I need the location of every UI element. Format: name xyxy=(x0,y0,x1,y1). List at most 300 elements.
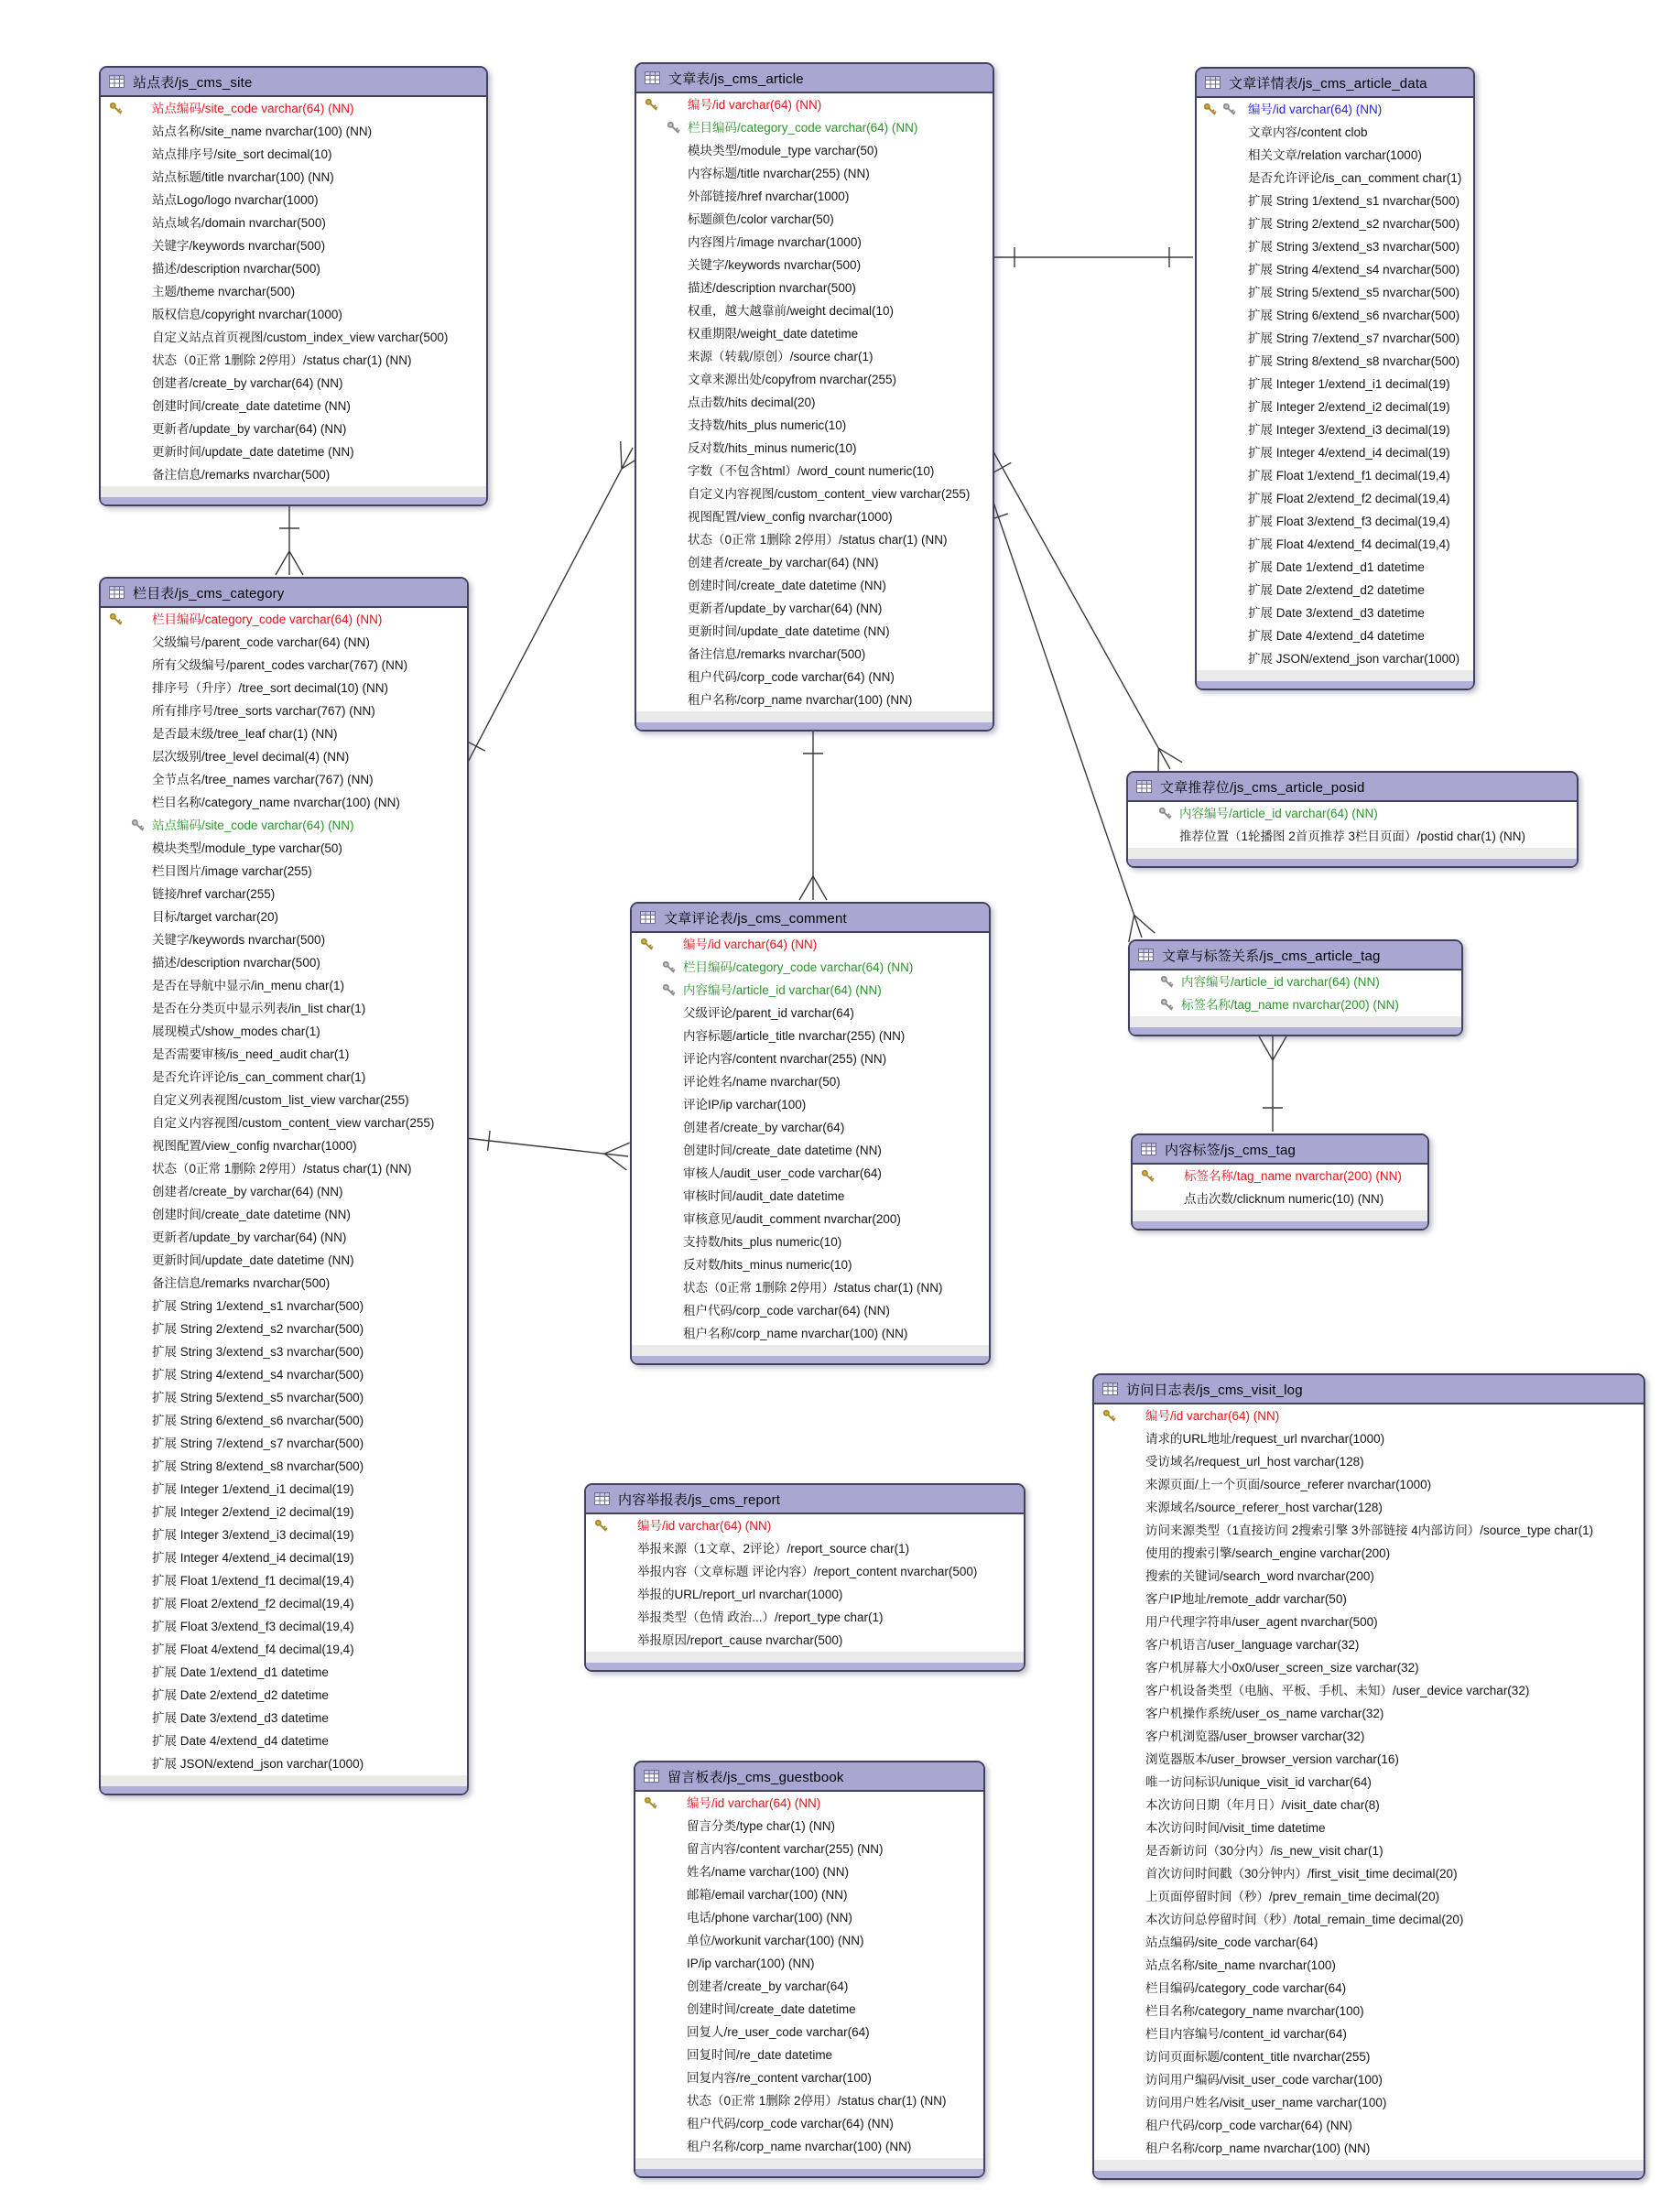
connector-article-comment xyxy=(799,730,827,900)
field-row[interactable] xyxy=(635,1929,983,1952)
field-row[interactable] xyxy=(632,1116,989,1139)
field-row[interactable] xyxy=(636,345,993,368)
field-row[interactable] xyxy=(1197,464,1473,487)
field-row[interactable] xyxy=(101,1615,467,1638)
field-row[interactable] xyxy=(1197,167,1473,190)
field-label: 标签名称/tag_name nvarchar(200) (NN) xyxy=(1181,998,1399,1012)
field-row[interactable] xyxy=(1094,1633,1644,1656)
table-icon xyxy=(1102,1382,1118,1395)
table-title: 文章评论表/js_cms_comment xyxy=(664,910,847,927)
field-label: 客户机屏幕大小0x0/user_screen_size varchar(32) xyxy=(1145,1661,1419,1675)
field-row[interactable] xyxy=(101,974,467,997)
field-row[interactable] xyxy=(1094,1610,1644,1633)
field-row[interactable] xyxy=(632,1208,989,1231)
table-footer-bar xyxy=(1133,1221,1427,1229)
primary-key-icon xyxy=(594,1519,608,1533)
field-row[interactable] xyxy=(1197,396,1473,418)
field-row[interactable] xyxy=(101,463,486,486)
field-label: 扩展 String 1/extend_s1 nvarchar(500) xyxy=(1248,194,1460,208)
field-row[interactable] xyxy=(101,1455,467,1478)
field-row[interactable] xyxy=(636,460,993,483)
field-row[interactable] xyxy=(101,1707,467,1729)
field-row[interactable] xyxy=(101,1569,467,1592)
field-row[interactable] xyxy=(1094,2045,1644,2068)
field-row[interactable] xyxy=(636,643,993,666)
field-row[interactable] xyxy=(1197,418,1473,441)
field-label: 举报的URL/report_url nvarchar(1000) xyxy=(637,1588,843,1601)
field-row[interactable] xyxy=(635,1860,983,1883)
field-row[interactable] xyxy=(1094,1908,1644,1931)
field-row[interactable] xyxy=(636,574,993,597)
field-row[interactable] xyxy=(101,883,467,905)
field-row[interactable] xyxy=(1094,2000,1644,2022)
field-label: 扩展 JSON/extend_json varchar(1000) xyxy=(152,1757,364,1771)
table-js_cms_comment[interactable] xyxy=(630,902,991,1365)
field-row[interactable] xyxy=(1094,2068,1644,2091)
field-row[interactable] xyxy=(1197,602,1473,624)
field-row[interactable] xyxy=(101,1295,467,1317)
field-row[interactable] xyxy=(636,689,993,711)
field-row[interactable] xyxy=(636,551,993,574)
table-field-list xyxy=(636,93,993,711)
field-row[interactable] xyxy=(1197,327,1473,350)
field-row[interactable] xyxy=(101,234,486,257)
field-row[interactable] xyxy=(1197,533,1473,556)
table-footer-bar xyxy=(1197,681,1473,689)
field-row[interactable] xyxy=(586,1560,1024,1583)
field-row[interactable] xyxy=(1130,993,1461,1016)
field-row[interactable] xyxy=(101,1638,467,1661)
connector-site-category xyxy=(276,504,303,575)
field-row[interactable] xyxy=(1133,1165,1427,1187)
table-icon xyxy=(594,1492,610,1505)
field-row[interactable] xyxy=(636,483,993,505)
field-row[interactable] xyxy=(101,837,467,860)
field-row[interactable] xyxy=(632,1299,989,1322)
field-row[interactable] xyxy=(1094,1725,1644,1748)
field-row[interactable] xyxy=(101,654,467,677)
field-row[interactable] xyxy=(632,1185,989,1208)
field-row[interactable] xyxy=(101,1157,467,1180)
field-row[interactable] xyxy=(1197,235,1473,258)
field-row[interactable] xyxy=(101,1180,467,1203)
field-row[interactable] xyxy=(636,505,993,528)
field-row[interactable] xyxy=(1094,1885,1644,1908)
field-label: 扩展 Date 3/extend_d3 datetime xyxy=(1248,606,1425,620)
field-row[interactable] xyxy=(636,116,993,139)
field-label: 全节点名/tree_names varchar(767) (NN) xyxy=(152,773,374,786)
field-row[interactable] xyxy=(101,395,486,417)
field-row[interactable] xyxy=(101,951,467,974)
table-footer-bar xyxy=(1094,2171,1644,2178)
field-row[interactable] xyxy=(1197,98,1473,121)
table-field-list xyxy=(101,608,467,1775)
field-label: 审核人/audit_user_code varchar(64) xyxy=(683,1166,882,1180)
foreign-key-icon xyxy=(1222,103,1236,116)
field-row[interactable] xyxy=(101,1592,467,1615)
field-label: 扩展 String 5/extend_s5 nvarchar(500) xyxy=(1248,286,1460,299)
field-row[interactable] xyxy=(632,1253,989,1276)
field-row[interactable] xyxy=(636,93,993,116)
field-label: 扩展 Integer 4/extend_i4 decimal(19) xyxy=(1248,446,1450,460)
table-js_cms_article_data[interactable] xyxy=(1195,67,1475,690)
field-row[interactable] xyxy=(1197,647,1473,670)
field-row[interactable] xyxy=(635,2089,983,2112)
field-row[interactable] xyxy=(635,1952,983,1975)
field-row[interactable] xyxy=(1094,1839,1644,1862)
field-row[interactable] xyxy=(1094,2137,1644,2160)
field-label: 租户代码/corp_code varchar(64) (NN) xyxy=(688,670,895,684)
field-label: 视图配置/view_config nvarchar(1000) xyxy=(152,1139,357,1153)
field-row[interactable] xyxy=(1197,258,1473,281)
field-label: 状态（0正常 1删除 2停用）/status char(1) (NN) xyxy=(687,2094,947,2108)
field-row[interactable] xyxy=(101,745,467,768)
table-header[interactable] xyxy=(632,904,989,933)
field-label: 推荐位置（1轮播图 2首页推荐 3栏目页面）/postid char(1) (NN) xyxy=(1179,830,1526,843)
table-js_cms_category[interactable] xyxy=(99,577,469,1795)
field-row[interactable] xyxy=(636,162,993,185)
field-row[interactable] xyxy=(632,933,989,956)
field-row[interactable] xyxy=(101,1272,467,1295)
field-row[interactable] xyxy=(1197,144,1473,167)
field-row[interactable] xyxy=(636,666,993,689)
field-row[interactable] xyxy=(636,231,993,254)
table-js_cms_guestbook[interactable] xyxy=(634,1761,985,2178)
field-row[interactable] xyxy=(101,768,467,791)
field-row[interactable] xyxy=(101,631,467,654)
field-row[interactable] xyxy=(101,257,486,280)
field-row[interactable] xyxy=(636,414,993,437)
field-row[interactable] xyxy=(1197,212,1473,235)
field-row[interactable] xyxy=(1197,190,1473,212)
field-label: 来源域名/source_referer_host varchar(128) xyxy=(1145,1501,1383,1514)
field-row[interactable] xyxy=(635,2112,983,2135)
field-row[interactable] xyxy=(101,189,486,211)
field-row[interactable] xyxy=(1094,1816,1644,1839)
field-label: 扩展 String 6/extend_s6 nvarchar(500) xyxy=(152,1414,364,1427)
table-icon xyxy=(1136,780,1152,793)
table-header[interactable] xyxy=(1197,69,1473,98)
field-row[interactable] xyxy=(101,1729,467,1752)
field-row[interactable] xyxy=(1128,825,1577,848)
table-header[interactable] xyxy=(1130,941,1461,970)
table-footer-bar xyxy=(1128,859,1577,866)
table-header[interactable] xyxy=(1094,1375,1644,1404)
field-label: 上页面停留时间（秒）/prev_remain_time decimal(20) xyxy=(1145,1890,1440,1903)
field-row[interactable] xyxy=(632,956,989,979)
field-row[interactable] xyxy=(101,1661,467,1684)
field-label: 扩展 Float 1/extend_f1 decimal(19,4) xyxy=(152,1574,354,1588)
field-row[interactable] xyxy=(635,1883,983,1906)
foreign-key-icon xyxy=(1158,807,1172,820)
field-row[interactable] xyxy=(101,608,467,631)
field-label: 所有父级编号/parent_codes varchar(767) (NN) xyxy=(152,658,408,672)
field-row[interactable] xyxy=(101,905,467,928)
field-row[interactable] xyxy=(636,322,993,345)
field-row[interactable] xyxy=(632,1276,989,1299)
field-row[interactable] xyxy=(101,166,486,189)
field-row[interactable] xyxy=(636,276,993,299)
field-row[interactable] xyxy=(101,1134,467,1157)
field-row[interactable] xyxy=(1094,1702,1644,1725)
field-row[interactable] xyxy=(1094,2091,1644,2114)
table-field-list xyxy=(101,97,486,486)
table-js_cms_site[interactable] xyxy=(99,66,488,506)
field-row[interactable] xyxy=(101,928,467,951)
field-row[interactable] xyxy=(1094,1954,1644,1977)
field-row[interactable] xyxy=(1197,281,1473,304)
field-row[interactable] xyxy=(101,677,467,699)
field-label: 是否需要审核/is_need_audit char(1) xyxy=(152,1047,350,1061)
field-label: 更新者/update_by varchar(64) (NN) xyxy=(152,422,347,436)
field-label: 是否新访问（30分内）/is_new_visit char(1) xyxy=(1145,1844,1383,1858)
field-row[interactable] xyxy=(101,1684,467,1707)
field-row[interactable] xyxy=(635,2066,983,2089)
field-row[interactable] xyxy=(1094,1771,1644,1794)
field-row[interactable] xyxy=(635,2135,983,2158)
field-row[interactable] xyxy=(1197,350,1473,373)
field-label: 扩展 String 1/extend_s1 nvarchar(500) xyxy=(152,1299,364,1313)
table-js_cms_visit_log[interactable] xyxy=(1092,1373,1645,2180)
field-row[interactable] xyxy=(101,1020,467,1043)
field-label: 排序号（升序）/tree_sort decimal(10) (NN) xyxy=(152,681,389,695)
connector-tag-articletag xyxy=(1259,1036,1286,1132)
field-row[interactable] xyxy=(635,1906,983,1929)
field-row[interactable] xyxy=(101,860,467,883)
field-row[interactable] xyxy=(1094,1977,1644,2000)
field-label: 受访域名/request_url_host varchar(128) xyxy=(1145,1455,1364,1469)
field-row[interactable] xyxy=(101,1478,467,1501)
field-row[interactable] xyxy=(586,1606,1024,1629)
field-label: 更新时间/update_date datetime (NN) xyxy=(152,445,354,459)
table-header[interactable] xyxy=(1133,1135,1427,1165)
table-header[interactable] xyxy=(636,64,993,93)
field-row[interactable] xyxy=(101,722,467,745)
field-row[interactable] xyxy=(636,254,993,276)
field-row[interactable] xyxy=(1094,2022,1644,2045)
field-row[interactable] xyxy=(636,597,993,620)
field-row[interactable] xyxy=(1094,1496,1644,1519)
field-row[interactable] xyxy=(101,97,486,120)
field-row[interactable] xyxy=(101,120,486,143)
field-label: 站点编码/site_code varchar(64) xyxy=(1145,1936,1318,1949)
field-row[interactable] xyxy=(1197,510,1473,533)
field-row[interactable] xyxy=(101,1432,467,1455)
field-row[interactable] xyxy=(632,1070,989,1093)
table-js_cms_article_tag[interactable] xyxy=(1128,939,1463,1036)
field-label: 租户名称/corp_name nvarchar(100) (NN) xyxy=(683,1327,908,1340)
field-row[interactable] xyxy=(101,372,486,395)
field-label: 自定义列表视图/custom_list_view varchar(255) xyxy=(152,1093,409,1107)
field-row[interactable] xyxy=(101,1089,467,1111)
field-label: 扩展 Float 2/extend_f2 decimal(19,4) xyxy=(1248,492,1450,505)
field-row[interactable] xyxy=(636,139,993,162)
field-label: 来源页面/上一个页面/source_referer nvarchar(1000) xyxy=(1145,1478,1432,1491)
field-row[interactable] xyxy=(635,1838,983,1860)
field-row[interactable] xyxy=(1130,970,1461,993)
field-row[interactable] xyxy=(1197,441,1473,464)
field-row[interactable] xyxy=(101,1111,467,1134)
table-footer-bar xyxy=(101,497,486,504)
table-header[interactable] xyxy=(586,1485,1024,1514)
field-label: 支持数/hits_plus numeric(10) xyxy=(688,418,847,432)
field-row[interactable] xyxy=(101,997,467,1020)
field-label: 栏目编码/category_code varchar(64) xyxy=(1145,1981,1347,1995)
field-row[interactable] xyxy=(632,1322,989,1345)
table-header[interactable] xyxy=(1128,773,1577,802)
field-row[interactable] xyxy=(1094,1427,1644,1450)
field-label: 租户名称/corp_name nvarchar(100) (NN) xyxy=(688,693,913,707)
field-row[interactable] xyxy=(1197,373,1473,396)
field-row[interactable] xyxy=(1197,487,1473,510)
field-row[interactable] xyxy=(101,1752,467,1775)
field-row[interactable] xyxy=(636,437,993,460)
field-row[interactable] xyxy=(101,440,486,463)
field-label: 留言分类/type char(1) (NN) xyxy=(687,1819,836,1833)
field-label: 字数（不包含html）/word_count numeric(10) xyxy=(688,464,935,478)
field-label: 状态（0正常 1删除 2停用）/status char(1) (NN) xyxy=(683,1281,943,1295)
field-row[interactable] xyxy=(1094,1862,1644,1885)
field-row[interactable] xyxy=(1094,1931,1644,1954)
table-header[interactable] xyxy=(101,579,467,608)
field-row[interactable] xyxy=(586,1537,1024,1560)
field-label: 扩展 Date 4/extend_d4 datetime xyxy=(1248,629,1425,643)
field-row[interactable] xyxy=(1197,624,1473,647)
field-row[interactable] xyxy=(632,1162,989,1185)
field-row[interactable] xyxy=(101,280,486,303)
field-row[interactable] xyxy=(1094,1748,1644,1771)
field-row[interactable] xyxy=(101,1249,467,1272)
primary-key-icon xyxy=(644,1796,657,1810)
field-row[interactable] xyxy=(635,2021,983,2044)
table-js_cms_report[interactable] xyxy=(584,1483,1025,1672)
field-row[interactable] xyxy=(101,349,486,372)
field-label: 客户机浏览器/user_browser varchar(32) xyxy=(1145,1729,1365,1743)
field-row[interactable] xyxy=(635,2044,983,2066)
table-header[interactable] xyxy=(101,68,486,97)
field-row[interactable] xyxy=(1197,556,1473,579)
field-row[interactable] xyxy=(1094,1519,1644,1542)
field-row[interactable] xyxy=(101,1043,467,1066)
field-row[interactable] xyxy=(1128,802,1577,825)
table-field-list xyxy=(635,1792,983,2158)
table-icon xyxy=(644,1770,659,1783)
field-row[interactable] xyxy=(636,391,993,414)
field-row[interactable] xyxy=(636,208,993,231)
foreign-key-icon xyxy=(667,121,680,135)
field-row[interactable] xyxy=(1094,1679,1644,1702)
table-header[interactable] xyxy=(635,1762,983,1792)
field-label: 编号/id varchar(64) (NN) xyxy=(687,1796,821,1810)
field-label: 扩展 Float 4/extend_f4 decimal(19,4) xyxy=(152,1643,354,1656)
field-row[interactable] xyxy=(586,1629,1024,1652)
field-row[interactable] xyxy=(586,1514,1024,1537)
field-row[interactable] xyxy=(1094,1473,1644,1496)
field-label: 模块类型/module_type varchar(50) xyxy=(688,144,878,157)
field-row[interactable] xyxy=(101,1386,467,1409)
table-js_cms_article_posid[interactable] xyxy=(1126,771,1579,868)
table-icon xyxy=(109,586,125,599)
field-row[interactable] xyxy=(632,1139,989,1162)
field-row[interactable] xyxy=(101,791,467,814)
foreign-key-icon xyxy=(662,983,676,997)
field-label: 举报来源（1文章、2评论）/report_source char(1) xyxy=(637,1542,910,1556)
field-row[interactable] xyxy=(101,1501,467,1523)
field-row[interactable] xyxy=(1094,1404,1644,1427)
field-label: 栏目图片/image varchar(255) xyxy=(152,864,312,878)
field-row[interactable] xyxy=(1094,1565,1644,1588)
field-row[interactable] xyxy=(636,528,993,551)
field-row[interactable] xyxy=(101,1226,467,1249)
field-row[interactable] xyxy=(635,1792,983,1815)
field-row[interactable] xyxy=(636,185,993,208)
field-row[interactable] xyxy=(1197,304,1473,327)
field-row[interactable] xyxy=(635,1815,983,1838)
field-row[interactable] xyxy=(635,1998,983,2021)
field-row[interactable] xyxy=(1094,1794,1644,1816)
field-row[interactable] xyxy=(101,326,486,349)
field-row[interactable] xyxy=(632,1093,989,1116)
field-label: 创建时间/create_date datetime (NN) xyxy=(152,1208,351,1221)
field-row[interactable] xyxy=(101,1546,467,1569)
field-row[interactable] xyxy=(1094,1542,1644,1565)
field-row[interactable] xyxy=(636,368,993,391)
table-js_cms_article[interactable] xyxy=(635,62,994,732)
field-label: 评论内容/content nvarchar(255) (NN) xyxy=(683,1052,887,1066)
field-label: 父级编号/parent_code varchar(64) (NN) xyxy=(152,635,370,649)
field-row[interactable] xyxy=(101,1340,467,1363)
field-row[interactable] xyxy=(632,1047,989,1070)
field-row[interactable] xyxy=(1197,121,1473,144)
field-row[interactable] xyxy=(101,1066,467,1089)
field-label: 内容编号/article_id varchar(64) (NN) xyxy=(1181,975,1380,989)
field-row[interactable] xyxy=(101,417,486,440)
field-label: 评论IP/ip varchar(100) xyxy=(683,1098,807,1111)
field-row[interactable] xyxy=(1094,1588,1644,1610)
field-row[interactable] xyxy=(1094,1450,1644,1473)
field-row[interactable] xyxy=(101,1203,467,1226)
field-label: 备注信息/remarks nvarchar(500) xyxy=(688,647,866,661)
field-label: 创建时间/create_date datetime (NN) xyxy=(683,1144,882,1157)
field-row[interactable] xyxy=(101,699,467,722)
field-row[interactable] xyxy=(101,1409,467,1432)
field-row[interactable] xyxy=(1094,2114,1644,2137)
field-row[interactable] xyxy=(636,299,993,322)
field-row[interactable] xyxy=(635,1975,983,1998)
field-row[interactable] xyxy=(632,1231,989,1253)
field-row[interactable] xyxy=(632,979,989,1002)
field-row[interactable] xyxy=(632,1025,989,1047)
table-field-list xyxy=(586,1514,1024,1652)
field-label: 是否最末级/tree_leaf char(1) (NN) xyxy=(152,727,338,741)
field-row[interactable] xyxy=(101,1363,467,1386)
field-row[interactable] xyxy=(101,814,467,837)
field-row[interactable] xyxy=(101,1523,467,1546)
field-row[interactable] xyxy=(632,1002,989,1025)
field-row[interactable] xyxy=(101,303,486,326)
field-row[interactable] xyxy=(101,211,486,234)
field-row[interactable] xyxy=(1197,579,1473,602)
field-row[interactable] xyxy=(586,1583,1024,1606)
field-row[interactable] xyxy=(636,620,993,643)
field-label: 来源（转载/原创）/source char(1) xyxy=(688,350,873,363)
table-field-list xyxy=(1133,1165,1427,1210)
field-row[interactable] xyxy=(101,1317,467,1340)
table-js_cms_tag[interactable] xyxy=(1131,1133,1429,1231)
field-row[interactable] xyxy=(1094,1656,1644,1679)
field-row[interactable] xyxy=(101,143,486,166)
field-row[interactable] xyxy=(1133,1187,1427,1210)
